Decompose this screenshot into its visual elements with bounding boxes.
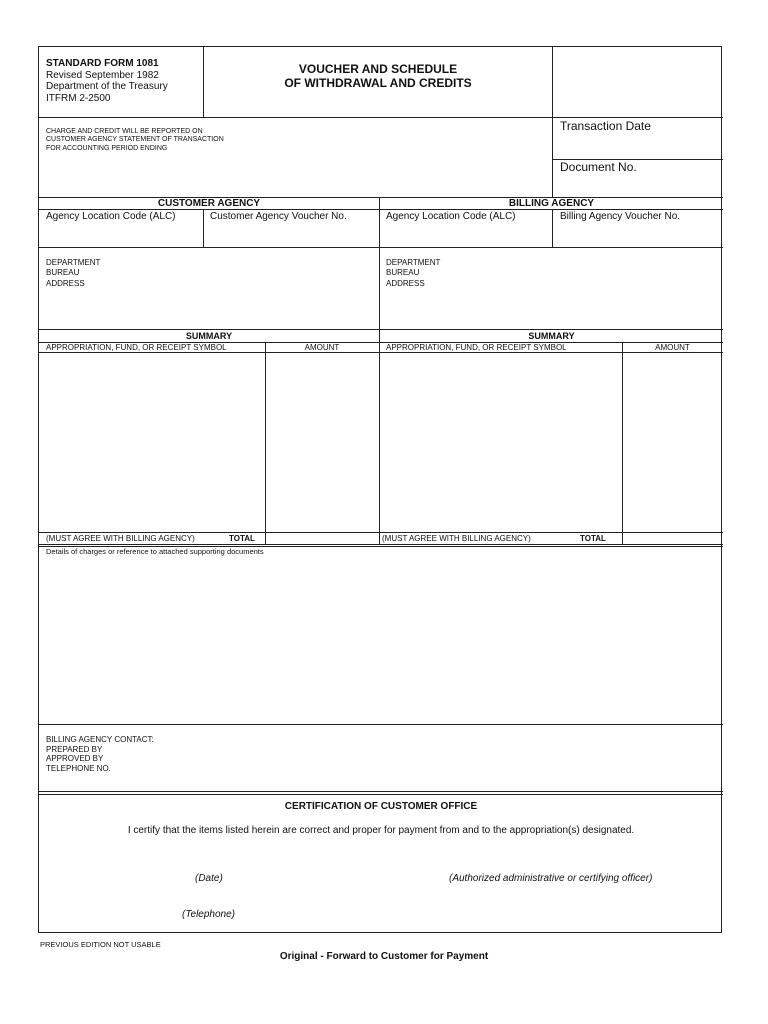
rule-billing-amount-divider [622,342,623,544]
form-itfrm: ITFRM 2-2500 [46,92,111,104]
billing-voucher-label: Billing Agency Voucher No. [560,211,681,222]
billing-address-block [386,258,440,289]
billing-department-label: DEPARTMENT [386,258,441,267]
customer-department-label: DEPARTMENT [46,258,101,267]
billing-contact-label: BILLING AGENCY CONTACT: [46,735,154,744]
rule-agency-center [379,197,380,544]
form-revision: Revised September 1982 [46,69,159,81]
billing-summary-heading: SUMMARY [528,331,575,341]
report-period-text [46,128,224,153]
rule-details-bottom [39,724,723,725]
certification-heading: CERTIFICATION OF CUSTOMER OFFICE [284,801,478,812]
rule-address-bottom [39,329,723,330]
billing-must-agree-note: (MUST AGREE WITH BILLING AGENCY) [382,534,531,543]
rule-customer-alc-divider [203,209,204,247]
billing-bureau-label: BUREAU [386,268,420,278]
customer-amount-column-header: AMOUNT [304,343,340,352]
document-no-label: Document No. [560,160,637,174]
details-label: Details of charges or reference to attached supporting documents [46,547,264,556]
form-title-line-2: OF WITHDRAWAL AND CREDITS [284,75,472,90]
transaction-date-label: Transaction Date [560,119,651,133]
billing-amount-column-header: AMOUNT [655,343,690,352]
billing-alc-label: Agency Location Code (ALC) [386,211,516,222]
telephone-no-label: TELEPHONE NO. [46,763,111,773]
rule-total-top [39,532,723,533]
rule-total-bottom [39,544,723,545]
form-title [204,63,552,91]
customer-total-label: TOTAL [229,534,255,543]
customer-bureau-label: BUREAU [46,268,80,278]
rule-certification-top [39,791,723,792]
rule-header-bottom [39,117,723,118]
rule-certification-top-double [39,794,723,795]
customer-alc-label: Agency Location Code (ALC) [46,211,176,222]
billing-agency-heading: BILLING AGENCY [508,198,595,209]
customer-address-block [46,258,100,289]
report-line-2: CUSTOMER AGENCY STATEMENT OF TRANSACTION [46,136,224,144]
distribution-note: Original - Forward to Customer for Payment [279,951,489,962]
billing-total-label: TOTAL [580,534,606,543]
report-line-1: CHARGE AND CREDIT WILL BE REPORTED ON [46,128,203,135]
rule-header-right-divider [552,47,553,197]
form-number: STANDARD FORM 1081 [46,58,159,69]
voucher-form [38,46,722,933]
officer-signature-label: (Authorized administrative or certifying officer) [449,873,653,884]
telephone-signature-label: (Telephone) [182,909,236,920]
prepared-by-label: PREPARED BY [46,744,103,754]
customer-address-label: ADDRESS [46,278,85,288]
form-identification [46,58,168,104]
form-department: Department of the Treasury [46,81,168,92]
date-signature-label: (Date) [195,873,223,884]
certification-statement: I certify that the items listed herein are correct and proper for payment from and to the appropriation(s) designated. [127,825,635,836]
previous-edition-note: PREVIOUS EDITION NOT USABLE [40,940,161,949]
customer-agency-heading: CUSTOMER AGENCY [157,198,261,209]
billing-address-label: ADDRESS [386,278,425,288]
rule-alc-bottom [39,247,723,248]
customer-voucher-label: Customer Agency Voucher No. [210,211,347,222]
rule-customer-amount-divider [265,342,266,544]
customer-symbol-column-header: APPROPRIATION, FUND, OR RECEIPT SYMBOL [46,343,227,352]
billing-contact-block [46,735,154,773]
report-line-3: FOR ACCOUNTING PERIOD ENDING [46,144,168,152]
customer-must-agree-note: (MUST AGREE WITH BILLING AGENCY) [46,534,195,543]
form-title-line-1: VOUCHER AND SCHEDULE [298,62,458,76]
approved-by-label: APPROVED BY [46,754,104,764]
rule-billing-alc-divider [552,209,553,247]
billing-symbol-column-header: APPROPRIATION, FUND, OR RECEIPT SYMBOL [386,343,567,352]
customer-summary-heading: SUMMARY [185,331,233,341]
